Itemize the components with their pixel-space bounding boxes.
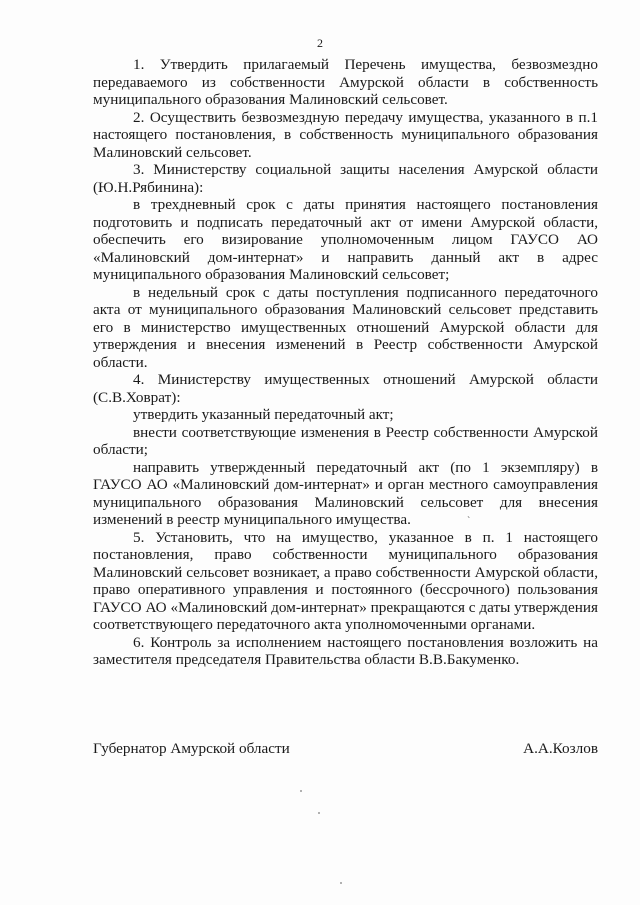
paragraph-3-item-1: в трехдневный срок с даты принятия настоящего постановления подготовить и подписать передаточный акт от имени Амурской области, обеспечить его визирование уполномоченным лицом ГАУСО АО «Малиновский дом-интернат» и направить данный акт в адрес муниципального образования Малиновский сельсовет;	[93, 196, 598, 283]
paragraph-4-item-1: утвердить указанный передаточный акт;	[133, 406, 394, 423]
scan-speck	[318, 812, 320, 814]
scan-speck	[340, 882, 342, 884]
paragraph-3-item-2: в недельный срок с даты поступления подписанного передаточного акта от муниципального образования Малиновский сельсовет представить его в министерство имущественных отношений Амурской области для утверждения и внесения изменений в Реестр собственности Амурской области.	[93, 283, 598, 371]
paragraph-4-item-2: внести соответствующие изменения в Реестр собственности Амурской области;	[93, 423, 598, 458]
page-number: 2	[317, 36, 323, 50]
paragraph-6: 6. Контроль за исполнением настоящего постановления возложить на заместителя председателя Правительства области В.В.Бакуменко.	[93, 633, 598, 668]
paragraph-2: 2. Осуществить безвозмездную передачу имущества, указанного в п.1 настоящего постановления, в собственность муниципального образования Малиновский сельсовет.	[93, 108, 598, 161]
signature-name: А.А.Козлов	[523, 740, 598, 757]
paragraph-3: 3. Министерству социальной защиты населения Амурской области (Ю.Н.Рябинина):	[93, 161, 598, 196]
paragraph-4-item-3: направить утвержденный передаточный акт (по 1 экземпляру) в ГАУСО АО «Малиновский дом-интернат» и орган местного самоуправления муниципального образования Малиновский сельсовет для внесения изменений в реестр муниципального имущества.	[93, 458, 598, 528]
paragraph-4: 4. Министерству имущественных отношений Амурской области (С.В.Ховрат):	[93, 371, 598, 406]
scan-mark: ˋ	[467, 516, 471, 527]
signature-block	[93, 740, 598, 758]
scan-speck	[300, 790, 302, 792]
paragraph-1: 1. Утвердить прилагаемый Перечень имущества, безвозмездно передаваемого из собственности Амурской области в собственность муниципального образования Малиновский сельсовет.	[93, 56, 598, 108]
paragraph-5: 5. Установить, что на имущество, указанное в п. 1 настоящего постановления, право собственности муниципального образования Малиновский сельсовет возникает, а право собственности Амурской области, право оперативного управления и постоянного (бессрочного) пользования ГАУСО АО «Малиновский дом-интернат» прекращаются с даты утверждения соответствующего передаточного акта уполномоченными органами.	[93, 528, 598, 633]
document-body	[93, 56, 598, 669]
signature-position: Губернатор Амурской области	[93, 740, 290, 757]
